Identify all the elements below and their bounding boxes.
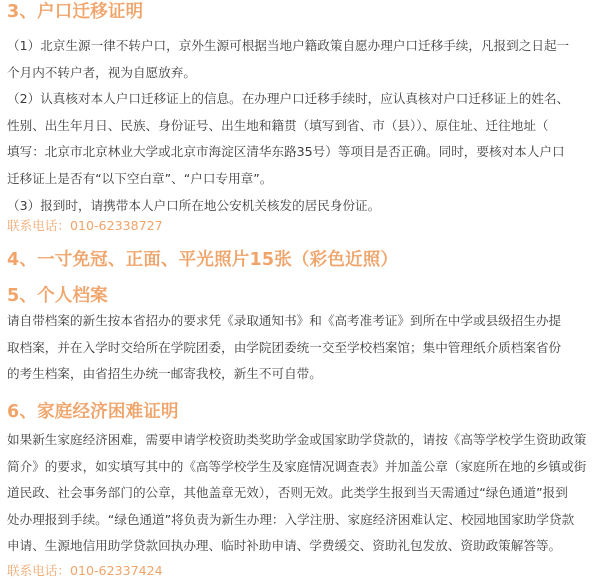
paragraph-line: （3）报到时，请携带本人户口所在地公安机关核发的居民身份证。 bbox=[7, 197, 381, 213]
paragraph-line: 简介》的要求，如实填写其中的《高等学校学生及家庭情况调查表》并加盖公章（家庭所在地的乡镇或街 bbox=[7, 458, 587, 474]
contact-phone-hukou: 联系电话：010-62338727 bbox=[7, 218, 163, 233]
paragraph-line: 道民政、社会事务部门的公章，其他盖章无效），否则无效。此类学生报到当天需通过“绿色通道”报到 bbox=[7, 485, 568, 501]
section-body-archive bbox=[7, 308, 594, 388]
paragraph-line: 迁移证上是否有“以下空白章”、“户口专用章”。 bbox=[7, 170, 273, 186]
section-body-financial-hardship bbox=[7, 427, 594, 560]
paragraph-line: 性别、出生年月日、民族、身份证号、出生地和籍贯（填写到省、市（县））、原住址、迁往地址（ bbox=[7, 117, 549, 133]
section-body-hukou bbox=[7, 33, 594, 219]
paragraph-line: 如果新生家庭经济困难，需要申请学校资助类奖助学金或国家助学贷款的，请按《高等学校学生资助政策 bbox=[7, 432, 587, 447]
section-heading-photos: 4、一寸免冠、正面、平光照片15张（彩色近照） bbox=[7, 250, 399, 270]
paragraph-line: 填写：北京市北京林业大学或北京市海淀区清华东路35号）等项目是否正确。同时，要核对本人户口 bbox=[7, 144, 565, 160]
paragraph-line: 取档案，并在入学时交给所在学院团委，由学院团委统一交至学校档案馆；集中管理纸介质档案省份 bbox=[7, 339, 562, 355]
section-heading-financial-hardship: 6、家庭经济困难证明 bbox=[7, 402, 179, 422]
section-heading-hukou: 3、户口迁移证明 bbox=[7, 2, 144, 22]
paragraph-line: （2）认真核对本人户口迁移证上的信息。在办理户口迁移手续时，应认真核对户口迁移证上的姓名、 bbox=[7, 91, 570, 107]
paragraph-line: 处办理报到手续。“绿色通道”将负责为新生办理：入学注册、家庭经济困难认定、校园地国家助学贷款 bbox=[7, 511, 575, 527]
paragraph-line: 请自带档案的新生按本省招办的要求凭《录取通知书》和《高考准考证》到所在中学或县级招生办提 bbox=[7, 313, 562, 328]
contact-phone-financial-aid: 联系电话：010-62337424 bbox=[7, 563, 163, 578]
paragraph-line: 申请、生源地信用助学贷款回执办理、临时补助申请、学费缓交、资助礼包发放、资助政策解答等。 bbox=[7, 538, 562, 554]
paragraph-line: 个月内不转户者，视为自愿放弃。 bbox=[7, 64, 196, 80]
section-heading-archive: 5、个人档案 bbox=[7, 286, 108, 306]
paragraph-line: （1）北京生源一律不转户口，京外生源可根据当地户籍政策自愿办理户口迁移手续，凡报到之日起一 bbox=[7, 38, 570, 53]
paragraph-line: 的考生档案，由省招生办统一邮寄我校，新生不可自带。 bbox=[7, 366, 322, 382]
